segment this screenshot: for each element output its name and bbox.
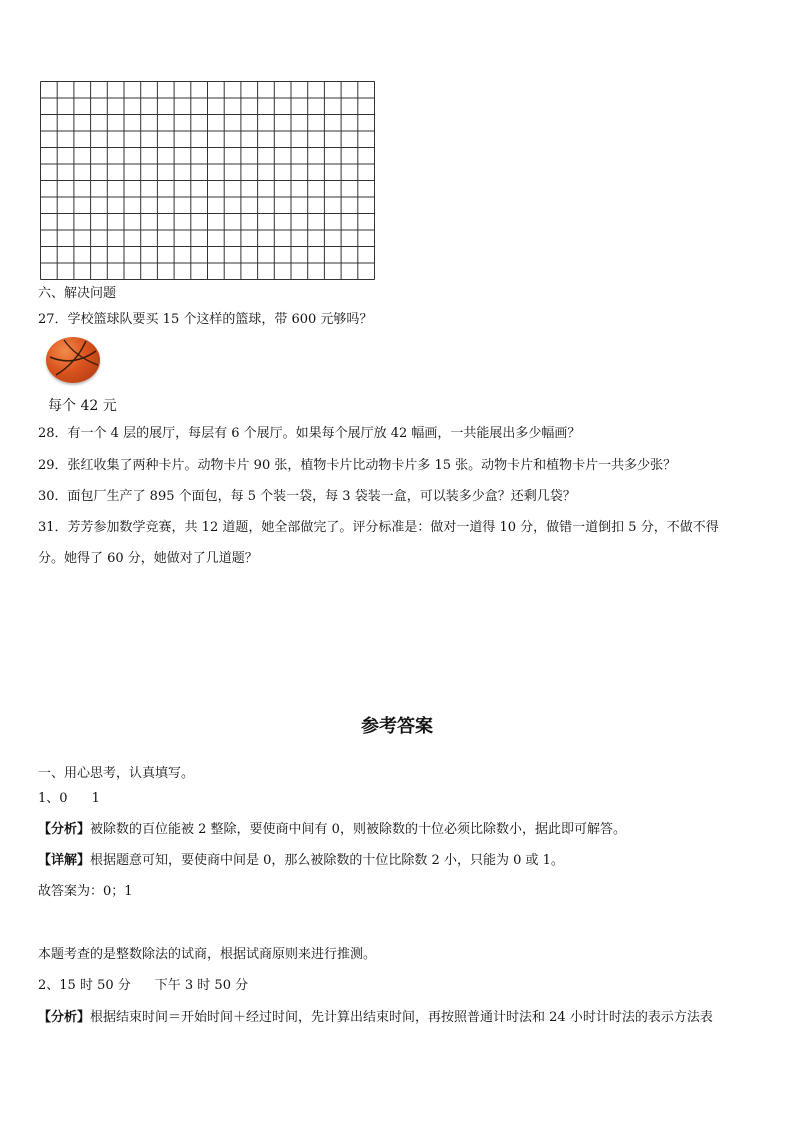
answer-1-number: 1、 <box>38 791 60 806</box>
section-6-heading: 六、解决问题 <box>38 286 117 301</box>
question-31-line-1: 31．芳芳参加数学竞赛，共 12 道题，她全部做完了。评分标准是：做对一道得 10 分，做错一道倒扣 5 分，不做不得 <box>38 520 719 535</box>
answer-2 <box>38 977 248 995</box>
analysis-tag-2: 【分析】 <box>38 1010 91 1025</box>
answer-2-value-2: 下午 3 时 50 分 <box>154 978 249 993</box>
grid-lines <box>40 81 376 281</box>
question-30: 30．面包厂生产了 895 个面包，每 5 个装一袋，每 3 袋装一盒，可以装多少盒？还剩几袋？ <box>38 489 576 504</box>
answers-title: 参考答案 <box>361 716 433 737</box>
analysis-text-2: 根据结束时间＝开始时间＋经过时间，先计算出结束时间，再按照普通计时法和 24 小时计时法的表示方法表 <box>90 1010 713 1025</box>
question-28: 28．有一个 4 层的展厅，每层有 6 个展厅。如果每个展厅放 42 幅画，一共能展出多少幅画？ <box>38 426 581 441</box>
answer-1-analysis <box>38 821 626 839</box>
analysis-text: 被除数的百位能被 2 整除，要使商中间有 0，则被除数的十位必须比除数小，据此即可解答。 <box>90 822 626 837</box>
detail-tag: 【详解】 <box>38 853 91 868</box>
answer-1 <box>38 790 100 808</box>
answer-1-note: 本题考查的是整数除法的试商，根据试商原则来进行推测。 <box>38 947 377 962</box>
basketball-icon <box>46 337 100 383</box>
detail-text: 根据题意可知，要使商中间是 0，那么被除数的十位比除数 2 小，只能为 0 或 1。 <box>90 853 564 868</box>
question-27: 27．学校篮球队要买 15 个这样的篮球，带 600 元够吗？ <box>38 312 373 327</box>
answer-2-number: 2、 <box>38 978 60 993</box>
answer-2-analysis <box>38 1009 713 1027</box>
answers-section-1: 一、用心思考，认真填写。 <box>38 766 195 781</box>
answer-1-value-1: 0 <box>59 791 68 806</box>
basketball-price: 每个 42 元 <box>48 398 117 414</box>
answer-1-final: 故答案为：0；1 <box>38 884 133 899</box>
question-29: 29．张红收集了两种卡片。动物卡片 90 张，植物卡片比动物卡片多 15 张。动物卡片和植物卡片一共多少张？ <box>38 458 677 473</box>
answer-1-detail <box>38 852 564 870</box>
analysis-tag: 【分析】 <box>38 822 91 837</box>
answer-1-value-2: 1 <box>91 791 100 806</box>
answer-2-value-1: 15 时 50 分 <box>59 978 131 993</box>
answer-grid <box>40 81 376 285</box>
question-31-line-2: 分。她得了 60 分，她做对了几道题？ <box>38 551 258 566</box>
basketball-image <box>46 337 100 383</box>
